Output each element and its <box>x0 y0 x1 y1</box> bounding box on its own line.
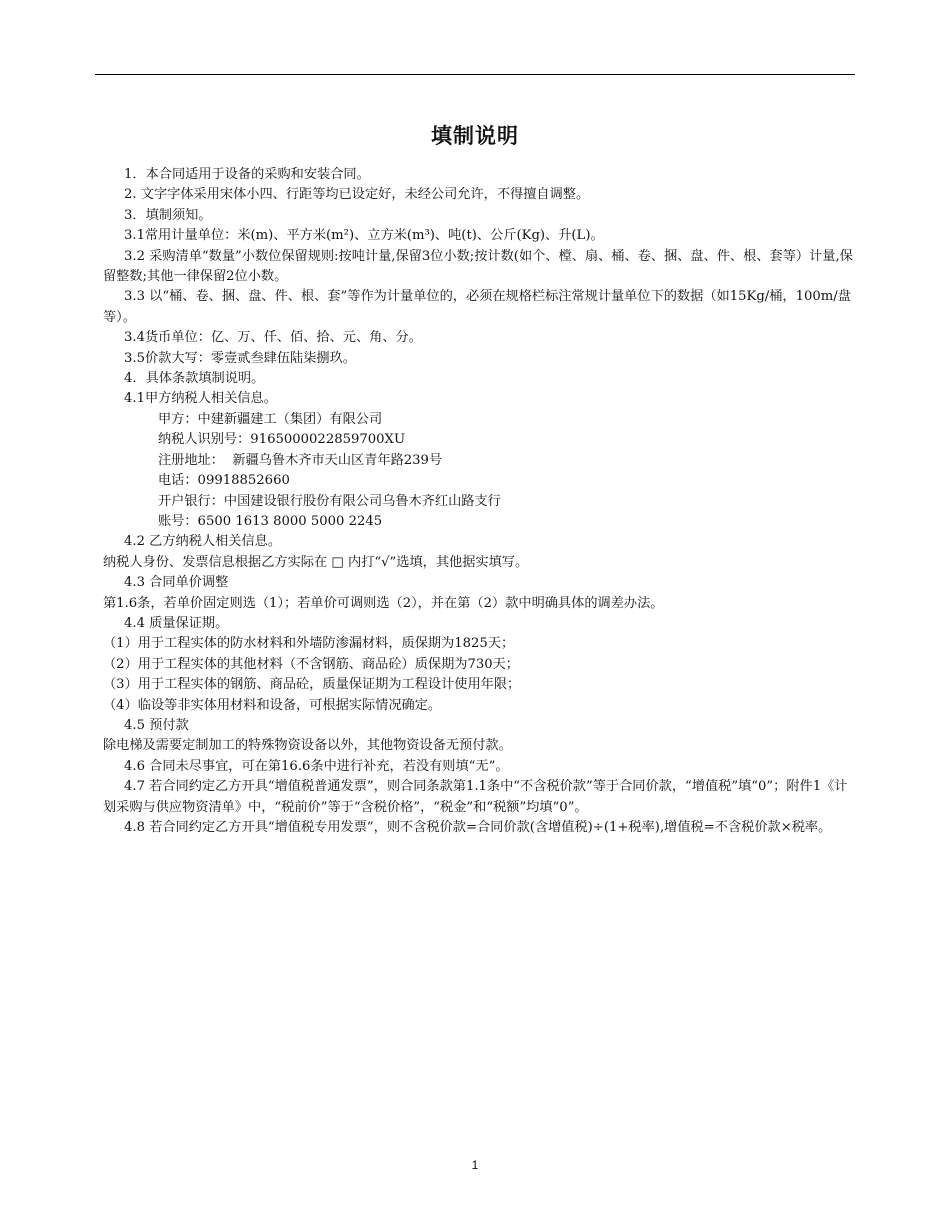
text-line: 3.5价款大写：零壹贰叁肆伍陆柒捌玖。 <box>124 350 356 366</box>
party-a-tax-id: 纳税人识别号：9165000022859700XU <box>158 432 406 448</box>
text-line: 4．具体条款填制说明。 <box>124 371 265 387</box>
instructions-body <box>103 165 855 838</box>
page-number: 1 <box>471 1158 479 1172</box>
text-line: 3.3 以“桶、卷、捆、盘、件、根、套”等作为计量单位的，必须在规格栏标注常规计量单位下的数据（如15Kg/桶，100m/盘等）。 <box>103 289 851 325</box>
text-line: 第1.6条，若单价固定则选（1）；若单价可调则选（2），并在第（2）款中明确具体的调差办法。 <box>103 595 664 611</box>
party-a-name: 甲方：中建新疆建工（集团）有限公司 <box>158 411 383 427</box>
text-line: 4.8 若合同约定乙方开具“增值税专用发票”，则不含税价款=合同价款(含增值税)÷(1+税率),增值税=不含税价款×税率。 <box>124 820 832 835</box>
text-line: 3．填制须知。 <box>124 207 212 223</box>
text-line: 1．本合同适用于设备的采购和安装合同。 <box>124 167 370 182</box>
text-line: 3.1常用计量单位：米(m)、平方米(m²)、立方米(m³)、吨(t)、公斤(Kg)、升(L)。 <box>124 228 604 244</box>
text-line: 2. 文字字体采用宋体小四、行距等均已设定好，未经公司允许，不得擅自调整。 <box>124 187 590 203</box>
text-line: （2）用于工程实体的其他材料（不含钢筋、商品砼）质保期为730天； <box>103 656 519 672</box>
text-line: 4.4 质量保证期。 <box>124 615 229 631</box>
text-line: 4.3 合同单价调整 <box>124 575 229 591</box>
page-title: 填制说明 <box>431 124 519 148</box>
party-a-address: 注册地址： 新疆乌鲁木齐市天山区青年路239号 <box>158 452 443 468</box>
party-a-account: 账号：6500 1613 8000 5000 2245 <box>158 513 383 529</box>
text-line: 4.6 合同未尽事宜，可在第16.6条中进行补充，若没有则填“无”。 <box>124 758 509 774</box>
text-line: （3）用于工程实体的钢筋、商品砼，质量保证期为工程设计使用年限； <box>103 677 521 693</box>
text-line: 除电梯及需要定制加工的特殊物资设备以外，其他物资设备无预付款。 <box>103 738 512 754</box>
text-line: （4）临设等非实体用材料和设备，可根据实际情况确定。 <box>103 697 442 713</box>
text-line: 4.5 预付款 <box>124 717 189 733</box>
text-line: 4.1甲方纳税人相关信息。 <box>124 391 277 407</box>
header-rule <box>95 74 855 75</box>
text-line: 4.2 乙方纳税人相关信息。 <box>124 534 282 550</box>
party-a-bank: 开户银行：中国建设银行股份有限公司乌鲁木齐红山路支行 <box>158 493 501 509</box>
text-line: 纳税人身份、发票信息根据乙方实际在 □ 内打“√”选填，其他据实填写。 <box>103 554 529 570</box>
text-line: （1）用于工程实体的防水材料和外墙防渗漏材料，质保期为1825天； <box>103 636 515 652</box>
text-line: 3.4货币单位：亿、万、仟、佰、拾、元、角、分。 <box>124 330 422 346</box>
text-line: 3.2 采购清单“数量”小数位保留规则:按吨计量,保留3位小数;按计数(如个、樘、扇、桶、卷、捆、盘、件、根、套等）计量,保留整数;其他一律保留2位小数。 <box>103 248 853 285</box>
party-a-phone: 电话：09918852660 <box>158 473 290 489</box>
text-line: 4.7 若合同约定乙方开具“增值税普通发票”，则合同条款第1.1条中“不含税价款”等于合同价款，“增值税”填“0”；附件1《计划采购与供应物资清单》中，“税前价”等于“含税价格”，“税金”和“税额”均填“0”。 <box>103 779 848 815</box>
